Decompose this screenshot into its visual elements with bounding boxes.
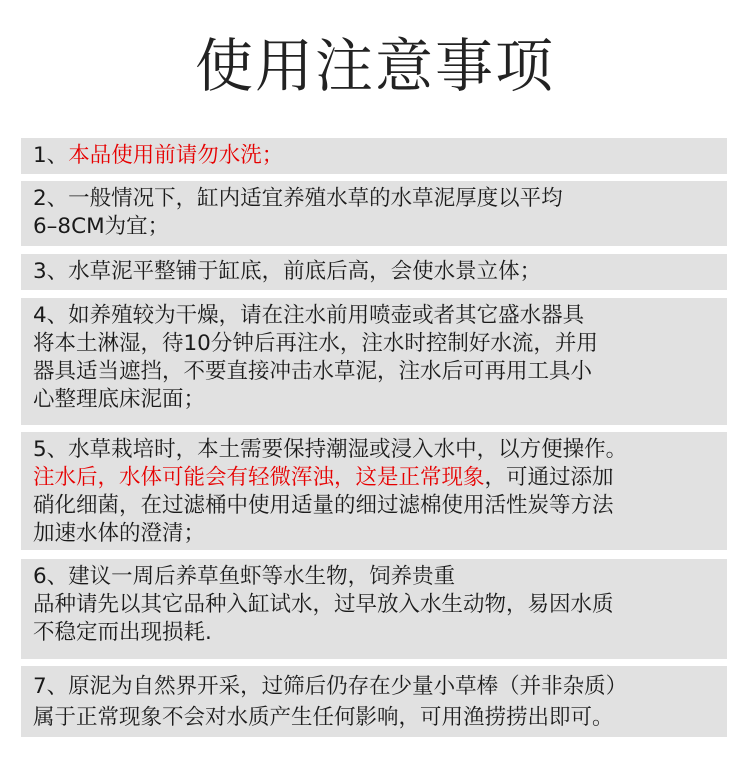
note-5-line-2 <box>33 464 715 492</box>
note-item-6 <box>21 559 727 659</box>
note-item-2 <box>21 181 727 246</box>
page-title: 使用注意事项 <box>194 32 555 100</box>
note-item-3 <box>21 254 727 290</box>
note-4-line-1: 4、如养殖较为干燥，请在注水前用喷壶或者其它盛水器具 <box>33 303 585 328</box>
note-1-number: 1、 <box>33 143 69 168</box>
note-2-line-2: 6–8CM为宜； <box>33 214 170 239</box>
note-5-line-1: 5、水草栽培时，本土需要保持潮湿或浸入水中，以方便操作。 <box>33 437 628 462</box>
warning-text-no-wash: 本品使用前请勿水洗； <box>68 143 284 168</box>
note-5-line-4: 加速水体的澄清； <box>33 521 206 546</box>
note-item-5 <box>21 432 727 550</box>
note-2-line-1: 2、一般情况下，缸内适宜养殖水草的水草泥厚度以平均 <box>33 186 563 211</box>
warning-text-turbidity: 注水后，水体可能会有轻微浑浊，这是正常现象 <box>33 465 485 490</box>
note-7-line-1: 7、原泥为自然界开采，过筛后仍存在少量小草棒（并非杂质） <box>33 674 628 699</box>
note-3-line-1: 3、水草泥平整铺于缸底，前底后高，会使水景立体； <box>33 259 542 284</box>
note-item-4 <box>21 298 727 425</box>
note-4-line-3: 器具适当遮挡，不要直接冲击水草泥，注水后可再用工具小 <box>33 359 593 384</box>
note-item-7 <box>21 666 727 737</box>
note-4-line-4: 心整理底床泥面； <box>33 387 206 412</box>
note-7-line-2: 属于正常现象不会对水质产生任何影响，可用渔捞捞出即可。 <box>33 705 614 730</box>
note-item-1 <box>21 138 727 174</box>
note-5-line-3: 硝化细菌，在过滤桶中使用适量的细过滤棉使用活性炭等方法 <box>33 493 614 518</box>
note-5-line-2-rest: ，可通过添加 <box>484 465 614 490</box>
note-6-line-1: 6、建议一周后养草鱼虾等水生物，饲养贵重 <box>33 564 456 589</box>
note-1-line-1 <box>33 142 715 170</box>
note-6-line-2: 品种请先以其它品种入缸试水，过早放入水生动物，易因水质 <box>33 592 614 617</box>
note-4-line-2: 将本土淋湿，待10分钟后再注水，注水时控制好水流，并用 <box>33 331 598 356</box>
note-6-line-3: 不稳定而出现损耗. <box>33 620 212 645</box>
